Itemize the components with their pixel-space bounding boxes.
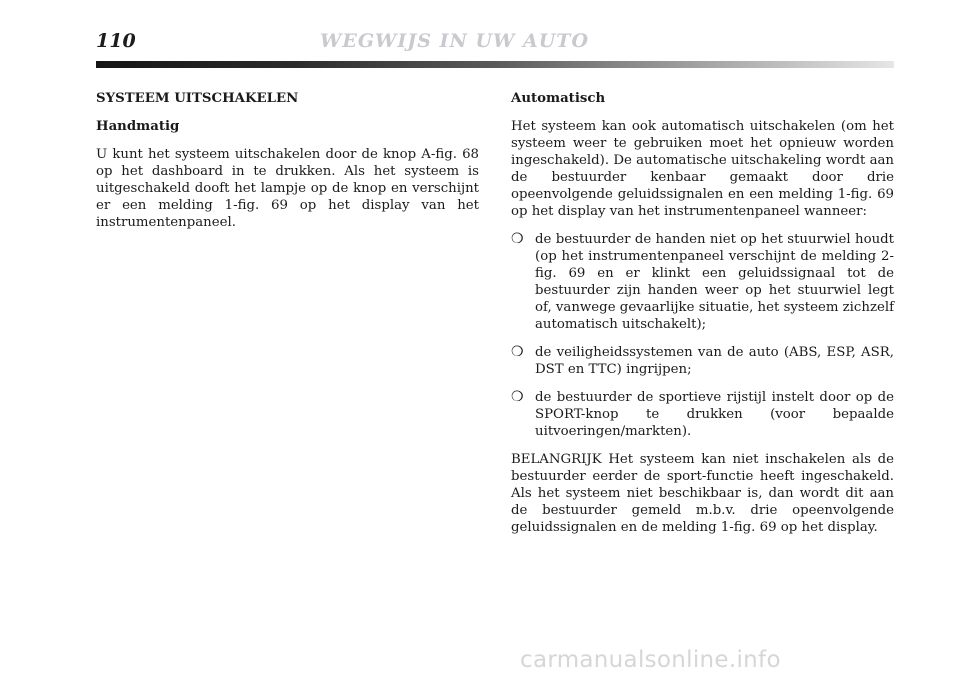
important-note: BELANGRIJK Het systeem kan niet inschakelen als de bestuurder eerder de sport-functie heeft ingeschakeld. Als het systeem niet beschikbaar is, dan wordt dit aan de bestuurder gemeld m.b.v. drie opeenvolgende geluidssignalen en de melding 1-fig. 69 op het display. bbox=[511, 452, 894, 535]
condition-list bbox=[511, 231, 894, 440]
left-column bbox=[96, 90, 479, 242]
circle-bullet-icon: ❍ bbox=[511, 231, 524, 247]
watermark: carmanualsonline.info bbox=[520, 647, 781, 673]
section-title: WEGWIJS IN UW AUTO bbox=[320, 30, 589, 52]
header-rule bbox=[96, 61, 894, 68]
section-heading: SYSTEEM UITSCHAKELEN bbox=[96, 91, 299, 106]
automatic-paragraph: Het systeem kan ook automatisch uitschakelen (om het systeem weer te gebruiken moet het opnieuw worden ingeschakeld). De automatische uitschakeling wordt aan de bestuurder kenbaar gemaakt door drie opeenvolgende geluidssignalen en een melding 1-fig. 69 op het display van het instrumentenpaneel wanneer: bbox=[511, 119, 894, 219]
list-item bbox=[511, 344, 894, 378]
list-item-text: de bestuurder de handen niet op het stuurwiel houdt (op het instrumentenpaneel verschijnt de melding 2- fig. 69 en er klinkt een geluidssignaal tot de bestuurder zijn handen weer op het stuurwiel legt of, vanwege gevaarlijke situatie, het systeem zichzelf automatisch uitschakelt); bbox=[535, 232, 894, 332]
circle-bullet-icon: ❍ bbox=[511, 344, 524, 360]
list-item-text: de bestuurder de sportieve rijstijl instelt door op de SPORT-knop te drukken (voor bepaalde uitvoeringen/markten). bbox=[535, 390, 894, 439]
list-item bbox=[511, 389, 894, 440]
right-column bbox=[511, 90, 894, 547]
automatic-subheading: Automatisch bbox=[511, 91, 606, 106]
circle-bullet-icon: ❍ bbox=[511, 389, 524, 405]
list-item bbox=[511, 231, 894, 333]
list-item-text: de veiligheidssystemen van de auto (ABS, ESP, ASR, DST en TTC) ingrijpen; bbox=[535, 345, 894, 377]
page-number: 110 bbox=[96, 30, 136, 52]
manual-subheading: Handmatig bbox=[96, 119, 180, 134]
manual-paragraph: U kunt het systeem uitschakelen door de knop A-fig. 68 op het dashboard in te drukken. Als het systeem is uitgeschakeld dooft het lampje op de knop en verschijnt er een melding 1-fig. 69 op het display van het instrumentenpaneel. bbox=[96, 147, 479, 230]
